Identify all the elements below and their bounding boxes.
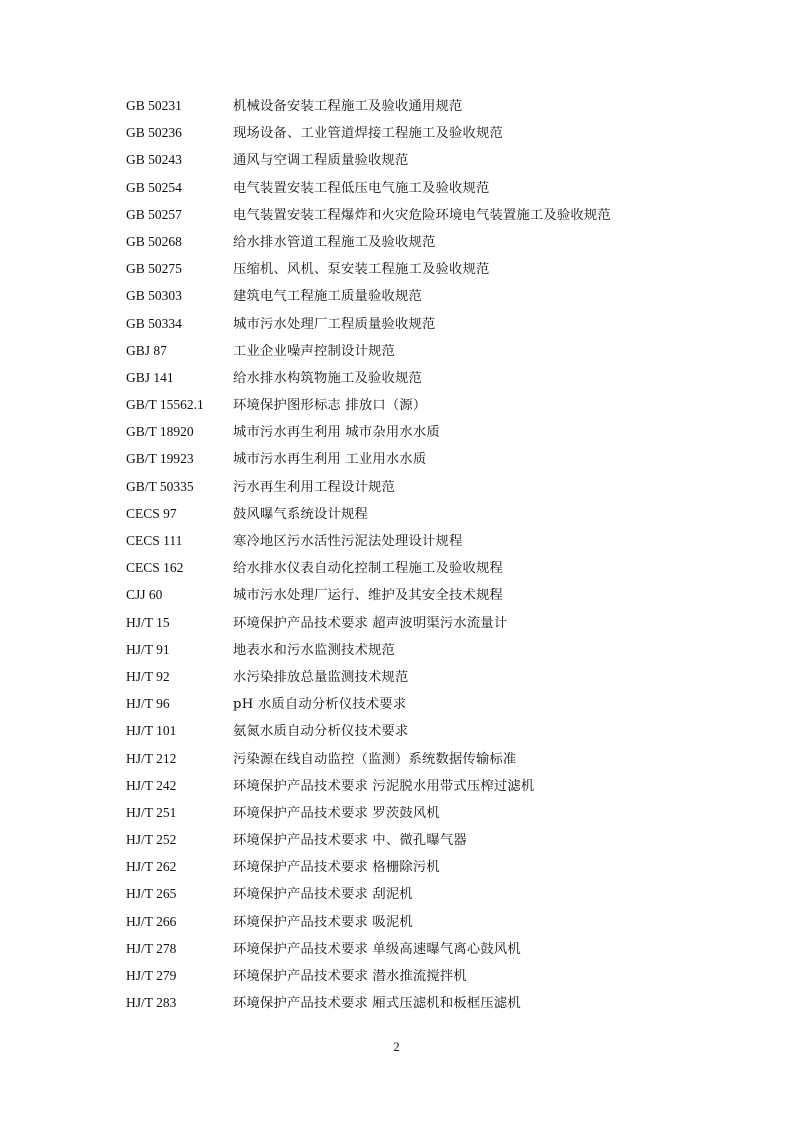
- standard-code: GB 50275: [126, 261, 182, 277]
- standard-row: [126, 989, 686, 1016]
- standard-title: 环境保护产品技术要求 潜水推流搅拌机: [233, 969, 467, 984]
- standard-row: [126, 908, 686, 935]
- standard-title: 环境保护产品技术要求 厢式压滤机和板框压滤机: [233, 996, 521, 1012]
- standard-row: [126, 935, 686, 962]
- standard-row: [126, 636, 686, 663]
- standard-title: 环境保护图形标志 排放口（源）: [233, 398, 427, 414]
- standard-title: 环境保护产品技术要求 中、微孔曝气器: [233, 833, 467, 849]
- standard-code: HJ/T 251: [126, 804, 177, 820]
- standard-row: [126, 690, 686, 717]
- standard-code: CECS 111: [126, 533, 183, 548]
- standard-code: GB 50334: [126, 315, 182, 331]
- standard-code: HJ/T 262: [126, 859, 177, 875]
- standard-title: 环境保护产品技术要求 吸泥机: [233, 914, 413, 930]
- standard-row: [126, 228, 686, 255]
- standard-row: [126, 119, 686, 146]
- standard-code: GB 50257: [126, 206, 182, 222]
- standard-title: 环境保护产品技术要求 罗茨鼓风机: [233, 805, 440, 821]
- standard-code: GB 50243: [126, 152, 182, 168]
- standard-code: HJ/T 101: [126, 723, 177, 739]
- standard-row: [126, 826, 686, 853]
- standard-title: 建筑电气工程施工质量验收规范: [233, 289, 422, 305]
- standard-row: [126, 772, 686, 799]
- standard-title: 给水排水构筑物施工及验收规范: [233, 370, 422, 386]
- standard-code: HJ/T 252: [126, 832, 177, 848]
- standard-code: HJ/T 265: [126, 886, 177, 902]
- standard-code: GB 50236: [126, 125, 182, 141]
- standard-title: 城市污水处理厂工程质量验收规范: [233, 316, 436, 332]
- standard-code: CECS 162: [126, 560, 184, 576]
- standards-list: [126, 92, 686, 1016]
- standard-code: HJ/T 283: [126, 995, 177, 1011]
- standard-code: HJ/T 15: [126, 614, 170, 630]
- standard-title: 环境保护产品技术要求 单级高速曝气离心鼓风机: [233, 941, 521, 957]
- standard-code: GB/T 50335: [126, 478, 194, 494]
- standard-code: HJ/T 96: [126, 696, 170, 712]
- standard-title: 电气装置安装工程爆炸和火灾危险环境电气装置施工及验收规范: [233, 207, 611, 223]
- standard-title: 机械设备安装工程施工及验收通用规范: [233, 99, 463, 114]
- standard-title: 给水排水管道工程施工及验收规范: [233, 234, 436, 250]
- standard-title: 环境保护产品技术要求 污泥脱水用带式压榨过滤机: [233, 778, 535, 794]
- standard-row: [126, 581, 686, 608]
- standard-row: [126, 255, 686, 282]
- standard-code: GB/T 18920: [126, 424, 194, 440]
- standard-code: GB 50303: [126, 288, 182, 304]
- standard-row: [126, 92, 686, 119]
- standard-title: 环境保护产品技术要求 刮泥机: [233, 887, 413, 903]
- standard-code: HJ/T 278: [126, 940, 177, 956]
- standard-title: 水污染排放总量监测技术规范: [233, 669, 409, 685]
- standard-title: 工业企业噪声控制设计规范: [233, 343, 395, 359]
- standard-code: GB 50254: [126, 179, 182, 195]
- standard-row: [126, 473, 686, 500]
- standard-row: [126, 745, 686, 772]
- standard-code: CECS 97: [126, 505, 177, 521]
- standard-code: GBJ 141: [126, 369, 174, 385]
- standard-row: [126, 418, 686, 445]
- standard-title: 氨氮水质自动分析仪技术要求: [233, 724, 409, 740]
- standard-code: HJ/T 91: [126, 641, 170, 657]
- standard-row: [126, 500, 686, 527]
- standard-title: 压缩机、风机、泵安装工程施工及验收规范: [233, 262, 490, 278]
- standard-title: 城市污水再生利用 工业用水水质: [233, 452, 427, 468]
- standard-title: 污染源在线自动监控（监测）系统数据传输标准: [233, 751, 517, 767]
- standard-row: [126, 527, 686, 554]
- standard-row: [126, 554, 686, 581]
- standard-row: [126, 282, 686, 309]
- standard-row: [126, 663, 686, 690]
- standard-row: [126, 201, 686, 228]
- standard-code: GB 50268: [126, 233, 182, 249]
- standard-row: [126, 880, 686, 907]
- standard-code: HJ/T 279: [126, 968, 177, 983]
- standard-row: [126, 962, 686, 989]
- standard-code: GBJ 87: [126, 342, 167, 358]
- standard-title: 寒冷地区污水活性污泥法处理设计规程: [233, 534, 463, 549]
- standard-row: [126, 174, 686, 201]
- standard-row: [126, 146, 686, 173]
- standard-title: 地表水和污水监测技术规范: [233, 642, 395, 658]
- standard-code: GB/T 19923: [126, 451, 194, 467]
- standard-row: [126, 445, 686, 472]
- standard-title: 电气装置安装工程低压电气施工及验收规范: [233, 180, 490, 196]
- standard-row: [126, 364, 686, 391]
- standard-code: HJ/T 242: [126, 777, 177, 793]
- standard-title: 现场设备、工业管道焊接工程施工及验收规范: [233, 126, 503, 142]
- standard-code: HJ/T 212: [126, 750, 177, 766]
- standard-row: [126, 391, 686, 418]
- page-number: 2: [393, 1040, 400, 1054]
- standard-title: 城市污水再生利用 城市杂用水水质: [233, 425, 440, 441]
- standard-title: pH 水质自动分析仪技术要求: [233, 697, 407, 713]
- standard-title: 通风与空调工程质量验收规范: [233, 153, 409, 169]
- standard-code: GB 50231: [126, 98, 182, 113]
- standard-row: [126, 799, 686, 826]
- standard-row: [126, 310, 686, 337]
- standard-row: [126, 853, 686, 880]
- standard-row: [126, 609, 686, 636]
- standard-title: 环境保护产品技术要求 格栅除污机: [233, 860, 440, 876]
- standard-title: 环境保护产品技术要求 超声波明渠污水流量计: [233, 615, 508, 631]
- standard-title: 鼓风曝气系统设计规程: [233, 506, 368, 522]
- standard-code: GB/T 15562.1: [126, 397, 204, 413]
- standard-row: [126, 337, 686, 364]
- standard-code: CJJ 60: [126, 587, 163, 603]
- standard-title: 污水再生利用工程设计规范: [233, 479, 395, 495]
- standard-title: 城市污水处理厂运行、维护及其安全技术规程: [233, 588, 503, 604]
- standard-code: HJ/T 266: [126, 913, 177, 929]
- standard-title: 给水排水仪表自动化控制工程施工及验收规程: [233, 561, 503, 577]
- standard-code: HJ/T 92: [126, 668, 170, 684]
- standard-row: [126, 717, 686, 744]
